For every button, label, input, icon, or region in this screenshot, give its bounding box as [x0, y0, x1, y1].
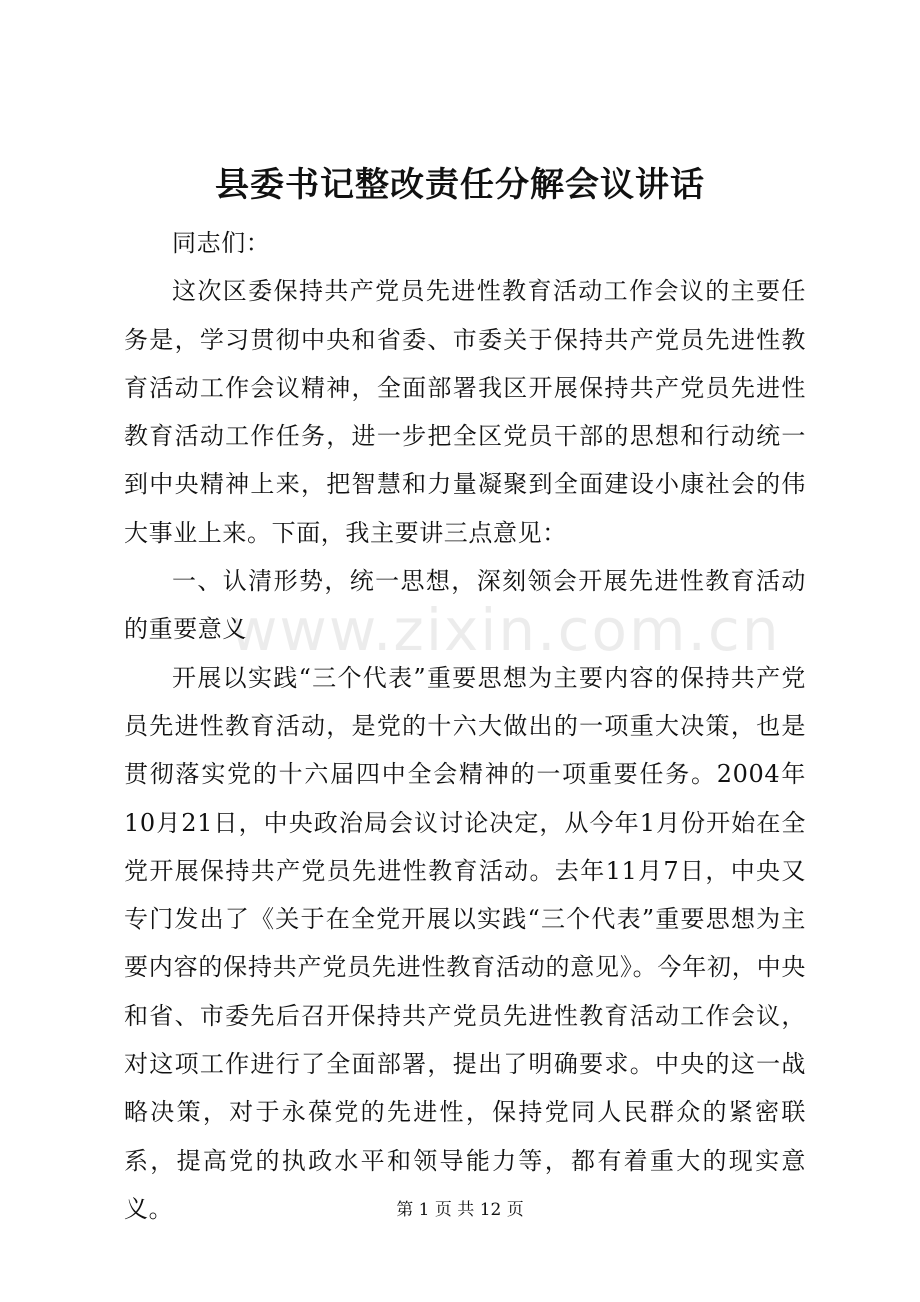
page-footer: 第 1 页 共 12 页	[396, 1200, 524, 1220]
section-1-paragraph: 开展以实践“三个代表”重要思想为主要内容的保持共产党员先进性教育活动，是党的十六大做出的一项重大决策，也是贯彻落实党的十六届四中全会精神的一项重要任务。2004年10月21日，中央政治局会议讨论决定，从今年1月份开始在全党开展保持共产党员先进性教育活动。去年11月7日，中央又专门发出了《关于在全党开展以实践“三个代表”重要思想为主要内容的保持共产党员先进性教育活动的意见》。今年初，中央和省、市委先后召开保持共产党员先进性教育活动工作会议，对这项工作进行了全面部署，提出了明确要求。中央的这一战略决策，对于永葆党的先进性，保持党同人民群众的紧密联系，提高党的执政水平和领导能力等，都有着重大的现实意义。	[124, 663, 806, 1223]
document-body	[124, 219, 806, 1233]
document-title: 县委书记整改责任分解会议讲话	[215, 165, 705, 205]
intro-paragraph: 这次区委保持共产党员先进性教育活动工作会议的主要任务是，学习贯彻中央和省委、市委关于保持共产党员先进性教育活动工作会议精神，全面部署我区开展保持共产党员先进性教育活动工作任务，进一步把全区党员干部的思想和行动统一到中央精神上来，把智慧和力量凝聚到全面建设小康社会的伟大事业上来。下面，我主要讲三点意见：	[124, 277, 806, 547]
watermark: www.zixin.com.cn	[230, 596, 781, 664]
salutation-paragraph: 同志们：	[172, 229, 271, 257]
section-heading-1: 一、认清形势，统一思想，深刻领会开展先进性教育活动的重要意义	[124, 567, 806, 644]
